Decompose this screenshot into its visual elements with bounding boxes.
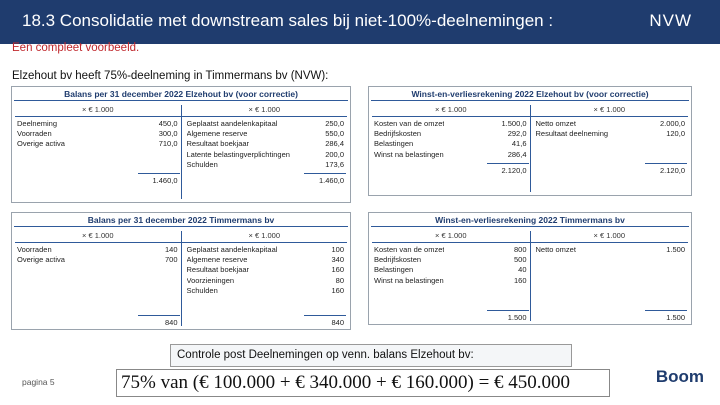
row-value: 160	[331, 285, 344, 295]
credit-total: 840	[331, 318, 344, 327]
slide-title: 18.3 Consolidatie met downstream sales bij niet-100%-deelnemingen :	[22, 11, 554, 30]
table-row	[374, 255, 527, 265]
table-row	[187, 276, 345, 286]
row-value: 500	[513, 255, 527, 265]
table-row	[17, 139, 178, 149]
page-number: pagina 5	[22, 377, 55, 387]
unit-label: × € 1.000	[435, 105, 467, 114]
row-label: Belastingen	[374, 265, 414, 275]
row-value: 292,0	[507, 129, 527, 139]
row-value: 250,0	[325, 119, 344, 128]
table-row	[17, 245, 178, 255]
row-value: 710,0	[158, 139, 178, 149]
row-value: 160	[513, 275, 527, 285]
row-label: Winst na belastingen	[374, 275, 444, 285]
balance-sheet-elzehout	[11, 86, 351, 203]
formula-text: 75% van (€ 100.000 + € 340.000 + € 160.000) = € 450.000	[121, 372, 571, 393]
unit-label: × € 1.000	[248, 231, 280, 240]
row-value: 160	[331, 265, 344, 275]
table-row	[17, 119, 178, 129]
credit-column	[182, 105, 348, 199]
row-value: 700	[164, 255, 178, 265]
table-row	[187, 286, 345, 296]
row-label: Geplaatst aandelenkapitaal	[186, 119, 278, 128]
row-value: 140	[164, 245, 178, 254]
table-row	[17, 129, 178, 139]
row-label: Deelneming	[17, 119, 58, 128]
row-label: Belastingen	[374, 139, 414, 149]
unit-label: × € 1.000	[248, 105, 280, 114]
row-value: 200,0	[325, 149, 344, 159]
debit-column	[372, 231, 531, 321]
table-row	[187, 150, 345, 160]
credit-column	[182, 231, 348, 326]
slide-header	[0, 0, 720, 44]
row-value: 173,6	[325, 159, 344, 169]
row-value: 1.500	[666, 245, 685, 254]
row-label: Resultaat deelneming	[535, 129, 609, 139]
row-value: 120,0	[666, 129, 685, 139]
row-label: Resultaat boekjaar	[186, 265, 250, 275]
debit-total: 840	[164, 318, 178, 327]
table-row	[374, 265, 527, 275]
row-value: 286,4	[325, 139, 344, 149]
table-row	[187, 160, 345, 170]
debit-total: 1.460,0	[152, 176, 178, 185]
panel-title: Winst-en-verliesrekening 2022 Elzehout bv (voor correctie)	[411, 89, 649, 99]
row-label: Voorraden	[17, 129, 52, 139]
unit-label: × € 1.000	[593, 105, 625, 114]
row-label: Latente belastingverplichtingen	[186, 149, 290, 159]
row-value: 340	[331, 255, 344, 265]
row-label: Netto omzet	[535, 245, 576, 254]
table-row	[374, 150, 527, 160]
row-label: Algemene reserve	[186, 255, 248, 265]
balance-sheet-timmermans	[11, 212, 351, 330]
row-label: Winst na belastingen	[374, 149, 444, 159]
row-label: Netto omzet	[535, 119, 576, 128]
unit-label: × € 1.000	[82, 231, 114, 240]
formula-box	[116, 369, 610, 397]
panel-title: Balans per 31 december 2022 Elzehout bv (voor correctie)	[64, 89, 298, 99]
row-value: 800	[513, 245, 527, 254]
boom-logo: Boom	[655, 367, 704, 386]
panel-title: Winst-en-verliesrekening 2022 Timmermans bv	[435, 215, 625, 225]
row-value: 80	[335, 275, 344, 285]
row-value: 100	[331, 245, 344, 254]
table-row	[374, 119, 527, 129]
income-statement-timmermans	[368, 212, 692, 325]
row-label: Geplaatst aandelenkapitaal	[186, 245, 278, 254]
subtitle: Een compleet voorbeeld.	[12, 42, 140, 54]
row-value: 550,0	[325, 129, 344, 139]
row-value: 41,6	[511, 139, 527, 149]
table-row	[536, 245, 686, 255]
row-label: Voorraden	[17, 245, 52, 254]
table-row	[187, 139, 345, 149]
credit-column	[531, 105, 689, 192]
table-row	[187, 129, 345, 139]
row-label: Resultaat boekjaar	[186, 139, 250, 149]
table-row	[374, 276, 527, 286]
table-row	[187, 119, 345, 129]
unit-label: × € 1.000	[435, 231, 467, 240]
debit-total: 1.500	[507, 313, 527, 322]
row-label: Bedrijfskosten	[374, 129, 422, 139]
table-row	[536, 129, 686, 139]
row-value: 40	[518, 265, 527, 275]
panel-title: Balans per 31 december 2022 Timmermans bv	[87, 215, 275, 225]
credit-total: 2.120,0	[659, 166, 685, 175]
unit-label: × € 1.000	[593, 231, 625, 240]
header-tag: NVW	[649, 11, 692, 30]
row-label: Voorzieningen	[186, 275, 235, 285]
table-row	[187, 265, 345, 275]
table-row	[187, 245, 345, 255]
debit-column	[372, 105, 531, 192]
row-value: 2.000,0	[659, 119, 685, 128]
debit-total: 2.120,0	[501, 166, 527, 175]
row-value: 286,4	[507, 149, 527, 159]
credit-column	[531, 231, 689, 321]
row-label: Overige activa	[17, 255, 65, 265]
check-box	[170, 344, 572, 367]
table-row	[187, 255, 345, 265]
row-label: Schulden	[186, 285, 218, 295]
check-label: Controle post Deelnemingen op venn. balans Elzehout bv:	[177, 349, 474, 361]
table-row	[536, 119, 686, 129]
income-statement-elzehout	[368, 86, 692, 196]
row-label: Bedrijfskosten	[374, 255, 422, 265]
table-row	[374, 245, 527, 255]
row-value: 1.500,0	[501, 119, 527, 128]
credit-total: 1.500	[666, 313, 685, 322]
debit-column	[15, 231, 182, 326]
row-label: Overige activa	[17, 139, 65, 149]
credit-total: 1.460,0	[318, 176, 344, 185]
table-row	[374, 139, 527, 149]
unit-label: × € 1.000	[82, 105, 114, 114]
table-row	[17, 255, 178, 265]
row-label: Algemene reserve	[186, 129, 248, 139]
row-value: 300,0	[158, 129, 178, 139]
table-row	[374, 129, 527, 139]
row-label: Schulden	[186, 159, 218, 169]
row-label: Kosten van de omzet	[374, 245, 445, 254]
row-label: Kosten van de omzet	[374, 119, 445, 128]
row-value: 450,0	[158, 119, 178, 128]
debit-column	[15, 105, 182, 199]
intro-text: Elzehout bv heeft 75%-deelneming in Timmermans bv (NVW):	[12, 70, 329, 82]
